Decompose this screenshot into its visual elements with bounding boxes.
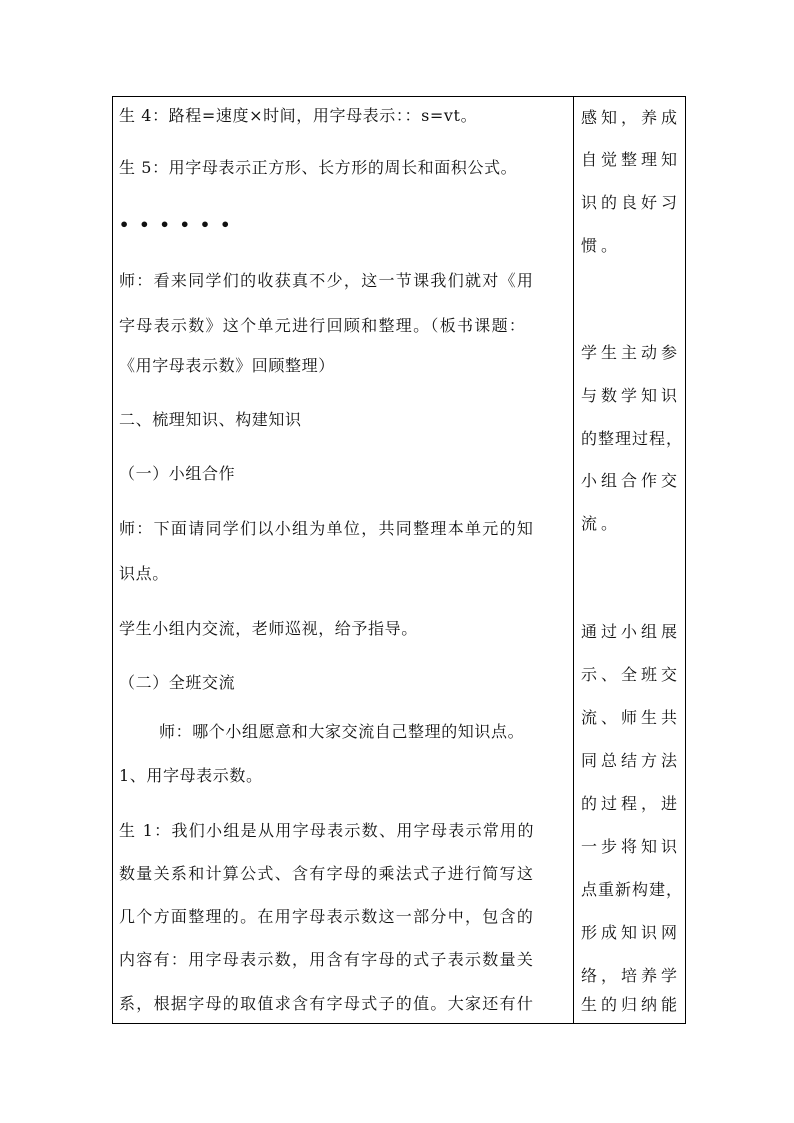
text-line: 几个方面整理的。在用字母表示数这一部分中，包含的 bbox=[119, 907, 535, 926]
intent-line: 惯。 bbox=[581, 236, 622, 255]
text-line: 师：下面请同学们以小组为单位，共同整理本单元的知 bbox=[119, 519, 535, 538]
text-line: 内容有：用字母表示数，用含有字母的式子表示数量关 bbox=[119, 950, 535, 969]
subsection-heading: （二）全班交流 bbox=[119, 673, 236, 692]
intent-line: 络，培养学 bbox=[581, 966, 682, 985]
text-line: 《用字母表示数》回顾整理） bbox=[119, 356, 335, 375]
text-line: 1、用字母表示数。 bbox=[119, 766, 263, 785]
intent-line: 自觉整理知 bbox=[581, 150, 682, 169]
intent-line: 的整理过程， bbox=[581, 429, 683, 448]
text-line: 生 1：我们小组是从用字母表示数、用字母表示常用的 bbox=[119, 821, 535, 840]
text-line: 生 4：路程=速度×时间，用字母表示：：s=vt。 bbox=[119, 106, 478, 125]
text-line: 字母表示数》这个单元进行回顾和整理。（板书课题： bbox=[119, 316, 527, 335]
intent-line: 与数学知识 bbox=[581, 386, 682, 405]
text-line: 识点。 bbox=[119, 564, 169, 583]
intent-line: 点重新构建， bbox=[581, 880, 683, 899]
text-line: 师：哪个小组愿意和大家交流自己整理的知识点。 bbox=[159, 722, 525, 741]
teaching-process-column bbox=[119, 97, 571, 1023]
text-line: 学生小组内交流，老师巡视，给予指导。 bbox=[119, 619, 418, 638]
text-line: 数量关系和计算公式、含有字母的乘法式子进行简写这 bbox=[119, 864, 535, 883]
intent-line: 一步将知识 bbox=[581, 837, 682, 856]
intent-line: 感知，养成 bbox=[581, 108, 682, 127]
design-intent-column bbox=[581, 97, 683, 1023]
intent-line: 流、师生共 bbox=[581, 708, 682, 727]
intent-line: 生的归纳能 bbox=[581, 995, 682, 1014]
intent-line: 流。 bbox=[581, 514, 622, 533]
text-line: 师：看来同学们的收获真不少，这一节课我们就对《用 bbox=[119, 271, 535, 290]
intent-line: 同总结方法 bbox=[581, 751, 682, 770]
text-line: 生 5：用字母表示正方形、长方形的周长和面积公式。 bbox=[119, 158, 518, 177]
subsection-heading: （一）小组合作 bbox=[119, 464, 236, 483]
section-heading: 二、梳理知识、构建知识 bbox=[119, 410, 302, 429]
intent-line: 识的良好习 bbox=[581, 193, 682, 212]
column-divider bbox=[573, 97, 574, 1023]
lesson-plan-table bbox=[112, 96, 686, 1024]
intent-line: 通过小组展 bbox=[581, 622, 682, 641]
intent-line: 学生主动参 bbox=[581, 343, 682, 362]
intent-line: 形成知识网 bbox=[581, 923, 682, 942]
intent-line: 的过程，进 bbox=[581, 794, 682, 813]
text-line: 系，根据字母的取值求含有字母式子的值。大家还有什 bbox=[119, 994, 535, 1013]
ellipsis-dots: •••••• bbox=[119, 215, 241, 234]
intent-line: 示、全班交 bbox=[581, 665, 682, 684]
intent-line: 小组合作交 bbox=[581, 471, 682, 490]
